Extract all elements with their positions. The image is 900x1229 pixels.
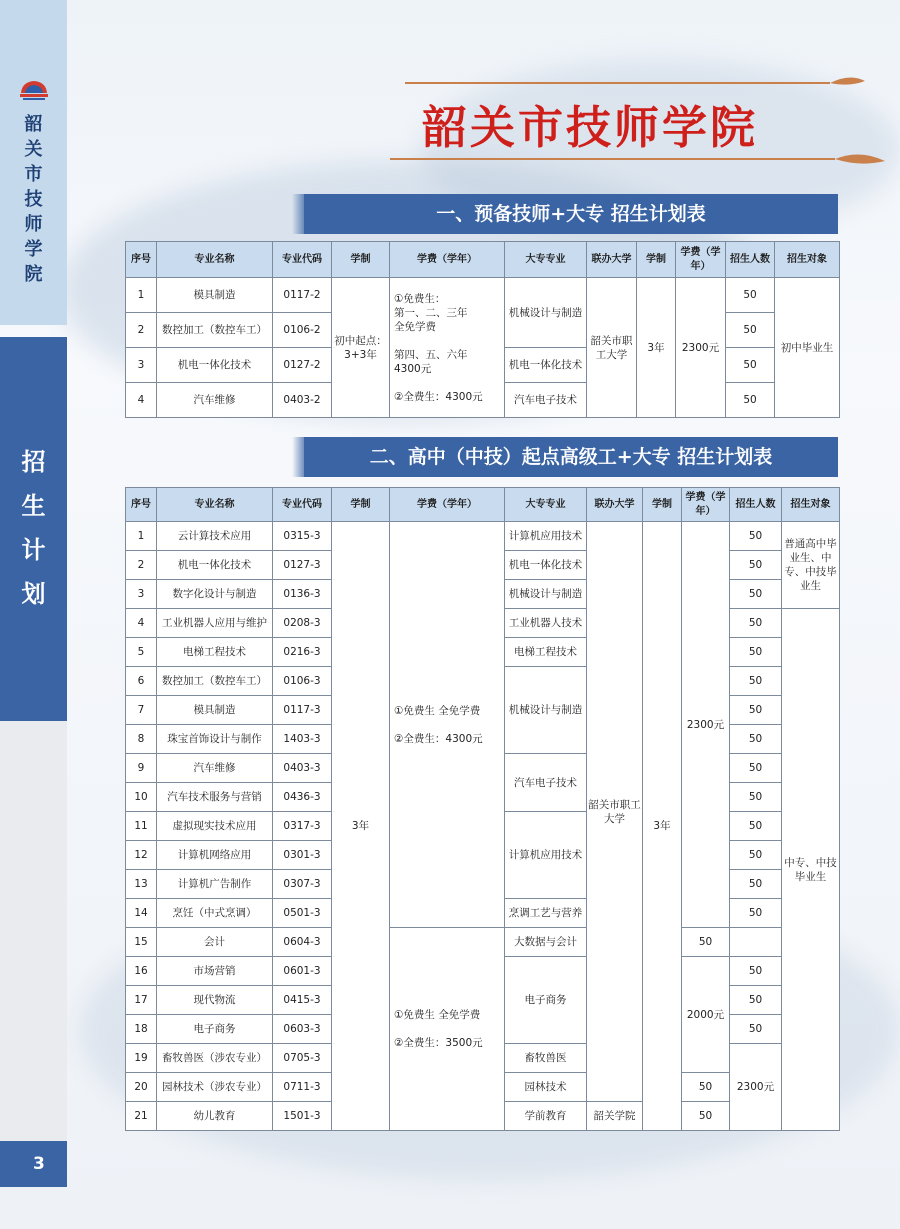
major-code: 0117-3	[273, 696, 332, 725]
enrollment-count: 50	[730, 609, 782, 638]
page-title: 韶关市技师学院	[422, 101, 759, 154]
major-name: 珠宝首饰设计与制作	[157, 725, 273, 754]
major-name: 机电一体化技术	[157, 348, 273, 383]
major-code: 0403-2	[273, 383, 332, 418]
table-header: 学费（学年）	[676, 242, 726, 278]
row-number: 12	[126, 841, 157, 870]
sidebar-bottom-panel	[0, 721, 67, 1141]
major-name: 会计	[157, 928, 273, 957]
table-header-row	[126, 242, 840, 278]
college-major: 机械设计与制造	[505, 580, 587, 609]
row-number: 7	[126, 696, 157, 725]
enrollment-count: 50	[726, 348, 775, 383]
college-major: 学前教育	[505, 1102, 587, 1131]
study-system: 3年	[332, 522, 390, 1131]
major-name: 汽车维修	[157, 754, 273, 783]
row-number: 2	[126, 313, 157, 348]
school-logo-icon	[17, 76, 51, 102]
major-name: 现代物流	[157, 986, 273, 1015]
college-major: 园林技术	[505, 1073, 587, 1102]
table-header: 专业代码	[273, 488, 332, 522]
college-major: 汽车电子技术	[505, 383, 587, 418]
table-row	[126, 928, 840, 957]
major-name: 烹饪（中式烹调）	[157, 899, 273, 928]
table-header: 招生人数	[726, 242, 775, 278]
table-header: 序号	[126, 242, 157, 278]
enrollment-count: 50	[730, 870, 782, 899]
row-number: 18	[126, 1015, 157, 1044]
row-number: 3	[126, 580, 157, 609]
college-major: 机械设计与制造	[505, 667, 587, 754]
enrollment-count: 50	[730, 986, 782, 1015]
enrollment-count: 50	[730, 783, 782, 812]
row-number: 13	[126, 870, 157, 899]
major-name: 模具制造	[157, 278, 273, 313]
table-header: 专业名称	[157, 488, 273, 522]
major-name: 畜牧兽医（涉农专业）	[157, 1044, 273, 1073]
enrollment-count: 50	[730, 1015, 782, 1044]
college-major: 机电一体化技术	[505, 551, 587, 580]
row-number: 19	[126, 1044, 157, 1073]
row-number: 10	[126, 783, 157, 812]
partner-university: 韶关市职工大学	[587, 522, 643, 1102]
table-header: 学制	[332, 242, 390, 278]
sidebar-section-label: 招 生 计 划	[21, 448, 46, 608]
table-header: 招生人数	[730, 488, 782, 522]
college-major: 大数据与会计	[505, 928, 587, 957]
target-students: 普通高中毕业生、中专、中技毕业生	[782, 522, 840, 609]
page-title-area	[330, 75, 900, 165]
target-students: 中专、中技毕业生	[782, 609, 840, 1131]
section1-banner: 一、预备技师+大专 招生计划表	[304, 194, 838, 234]
sidebar	[0, 0, 67, 1229]
major-code: 0317-3	[273, 812, 332, 841]
major-code: 0216-3	[273, 638, 332, 667]
major-name: 机电一体化技术	[157, 551, 273, 580]
enrollment-count: 50	[730, 725, 782, 754]
enrollment-count: 50	[730, 754, 782, 783]
row-number: 6	[126, 667, 157, 696]
college-major: 机电一体化技术	[505, 348, 587, 383]
major-name: 数控加工（数控车工）	[157, 667, 273, 696]
college-major: 电子商务	[505, 957, 587, 1044]
college-major: 机械设计与制造	[505, 278, 587, 348]
study-system: 初中起点：3+3年	[332, 278, 390, 418]
table-header: 招生对象	[775, 242, 840, 278]
section2-table	[125, 487, 840, 1131]
major-name: 虚拟现实技术应用	[157, 812, 273, 841]
major-name: 电梯工程技术	[157, 638, 273, 667]
major-code: 0603-3	[273, 1015, 332, 1044]
major-code: 0711-3	[273, 1073, 332, 1102]
major-name: 幼儿教育	[157, 1102, 273, 1131]
section2-banner: 二、高中（中技）起点高级工+大专 招生计划表	[304, 437, 838, 477]
table-header: 联办大学	[587, 242, 637, 278]
table-row	[126, 522, 840, 551]
row-number: 4	[126, 609, 157, 638]
major-name: 汽车维修	[157, 383, 273, 418]
major-code: 1501-3	[273, 1102, 332, 1131]
enrollment-count: 50	[726, 313, 775, 348]
enrollment-count: 50	[682, 1102, 730, 1131]
college-fee: 2300元	[682, 522, 730, 928]
major-code: 0415-3	[273, 986, 332, 1015]
enrollment-count: 50	[682, 1073, 730, 1102]
college-major: 计算机应用技术	[505, 812, 587, 899]
major-code: 0436-3	[273, 783, 332, 812]
row-number: 20	[126, 1073, 157, 1102]
table-header: 联办大学	[587, 488, 643, 522]
table-header: 专业名称	[157, 242, 273, 278]
major-name: 园林技术（涉农专业）	[157, 1073, 273, 1102]
tuition-fee: ①免费生 全免学费 ②全费生：4300元	[390, 522, 505, 928]
major-code: 0208-3	[273, 609, 332, 638]
table-header-row	[126, 488, 840, 522]
major-code: 0106-2	[273, 313, 332, 348]
row-number: 3	[126, 348, 157, 383]
enrollment-count: 50	[730, 522, 782, 551]
major-name: 计算机网络应用	[157, 841, 273, 870]
target-students: 初中毕业生	[775, 278, 840, 418]
row-number: 14	[126, 899, 157, 928]
major-name: 数字化设计与制造	[157, 580, 273, 609]
enrollment-count: 50	[730, 667, 782, 696]
major-code: 0127-3	[273, 551, 332, 580]
row-number: 8	[126, 725, 157, 754]
major-code: 0136-3	[273, 580, 332, 609]
row-number: 15	[126, 928, 157, 957]
table-row	[126, 278, 840, 313]
major-name: 汽车技术服务与营销	[157, 783, 273, 812]
page-number: 3	[0, 1141, 67, 1187]
college-fee: 2300元	[676, 278, 726, 418]
college-major: 畜牧兽医	[505, 1044, 587, 1073]
major-name: 模具制造	[157, 696, 273, 725]
major-code: 0604-3	[273, 928, 332, 957]
major-code: 0127-2	[273, 348, 332, 383]
major-name: 计算机广告制作	[157, 870, 273, 899]
table-header: 学制	[637, 242, 676, 278]
enrollment-count: 50	[726, 383, 775, 418]
table-header: 专业代码	[273, 242, 332, 278]
major-code: 0705-3	[273, 1044, 332, 1073]
enrollment-count: 50	[730, 551, 782, 580]
row-number: 16	[126, 957, 157, 986]
enrollment-count: 50	[682, 928, 730, 957]
major-code: 0117-2	[273, 278, 332, 313]
enrollment-count: 50	[730, 696, 782, 725]
table-header: 招生对象	[782, 488, 840, 522]
row-number: 4	[126, 383, 157, 418]
enrollment-count: 50	[730, 899, 782, 928]
major-code: 0307-3	[273, 870, 332, 899]
enrollment-count: 50	[730, 957, 782, 986]
tuition-fee: ①免费生： 第一、二、三年 全免学费 第四、五、六年 4300元 ②全费生：4300元	[390, 278, 505, 418]
major-code: 0501-3	[273, 899, 332, 928]
table-header: 学费（学年）	[390, 242, 505, 278]
major-code: 1403-3	[273, 725, 332, 754]
college-major: 烹调工艺与营养	[505, 899, 587, 928]
row-number: 21	[126, 1102, 157, 1131]
table-header: 大专专业	[505, 242, 587, 278]
table-header: 大专专业	[505, 488, 587, 522]
major-name: 市场营销	[157, 957, 273, 986]
college-major: 汽车电子技术	[505, 754, 587, 812]
row-number: 2	[126, 551, 157, 580]
table-header: 学费（学年）	[682, 488, 730, 522]
row-number: 1	[126, 278, 157, 313]
partner-university: 韶关市职工大学	[587, 278, 637, 418]
enrollment-count: 50	[730, 812, 782, 841]
college-major: 计算机应用技术	[505, 522, 587, 551]
major-name: 工业机器人应用与维护	[157, 609, 273, 638]
sidebar-school-name: 韶 关 市 技 师 学 院	[24, 114, 43, 285]
college-system: 3年	[637, 278, 676, 418]
row-number: 1	[126, 522, 157, 551]
college-fee: 2000元	[682, 957, 730, 1073]
college-fee: 2300元	[730, 1044, 782, 1131]
enrollment-count: 50	[730, 841, 782, 870]
major-code: 0403-3	[273, 754, 332, 783]
enrollment-count: 50	[730, 580, 782, 609]
major-name: 云计算技术应用	[157, 522, 273, 551]
major-code: 0601-3	[273, 957, 332, 986]
table-header: 学制	[332, 488, 390, 522]
college-major: 电梯工程技术	[505, 638, 587, 667]
enrollment-count: 50	[730, 638, 782, 667]
tuition-fee: ①免费生 全免学费 ②全费生：3500元	[390, 928, 505, 1131]
major-code: 0315-3	[273, 522, 332, 551]
major-code: 0106-3	[273, 667, 332, 696]
table-header: 学制	[643, 488, 682, 522]
major-code: 0301-3	[273, 841, 332, 870]
major-name: 电子商务	[157, 1015, 273, 1044]
enrollment-count: 50	[726, 278, 775, 313]
row-number: 5	[126, 638, 157, 667]
table-header: 序号	[126, 488, 157, 522]
row-number: 9	[126, 754, 157, 783]
partner-university: 韶关学院	[587, 1102, 643, 1131]
table-header: 学费（学年）	[390, 488, 505, 522]
row-number: 17	[126, 986, 157, 1015]
college-system: 3年	[643, 522, 682, 1131]
college-major: 工业机器人技术	[505, 609, 587, 638]
row-number: 11	[126, 812, 157, 841]
section1-table	[125, 241, 840, 418]
major-name: 数控加工（数控车工）	[157, 313, 273, 348]
